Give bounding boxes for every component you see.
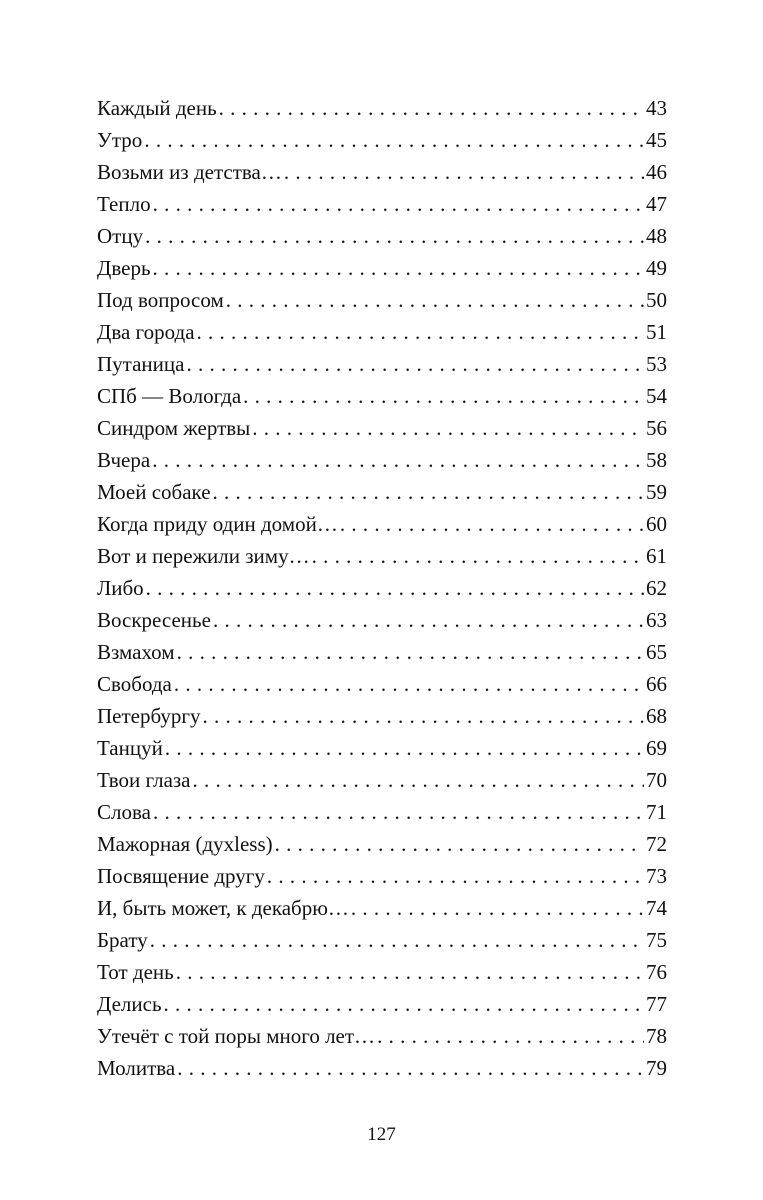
toc-entry bbox=[97, 252, 667, 284]
toc-entry-title: Два города bbox=[97, 320, 195, 344]
dot-leader bbox=[177, 636, 644, 668]
toc-entry-title: Брату bbox=[97, 928, 148, 952]
dot-leader bbox=[202, 700, 644, 732]
toc-entry-page: 59 bbox=[646, 480, 667, 504]
toc-entry bbox=[97, 572, 667, 604]
page-number: 127 bbox=[367, 1124, 396, 1145]
toc-entry-page: 71 bbox=[646, 800, 667, 824]
toc-entry-title: Возьми из детства… bbox=[97, 160, 282, 184]
toc-entry-title: Утро bbox=[97, 128, 143, 152]
dot-leader bbox=[153, 796, 644, 828]
toc-entry-page: 48 bbox=[646, 224, 667, 248]
toc-entry-page: 65 bbox=[646, 640, 667, 664]
toc-entry-page: 74 bbox=[646, 896, 667, 920]
toc-entry-page: 62 bbox=[646, 576, 667, 600]
dot-leader bbox=[146, 572, 644, 604]
toc-entry bbox=[97, 1052, 667, 1084]
toc-entry bbox=[97, 316, 667, 348]
dot-leader bbox=[186, 348, 644, 380]
toc-entry bbox=[97, 124, 667, 156]
toc-entry-title: Посвящение другу bbox=[97, 864, 265, 888]
toc-entry-page: 75 bbox=[646, 928, 667, 952]
dot-leader bbox=[176, 956, 644, 988]
toc-entry bbox=[97, 284, 667, 316]
toc-entry-page: 60 bbox=[646, 512, 667, 536]
dot-leader bbox=[174, 668, 644, 700]
toc-entry bbox=[97, 636, 667, 668]
toc-entry bbox=[97, 860, 667, 892]
toc-entry-title: Мажорная (духless) bbox=[97, 832, 273, 856]
toc-entry-page: 69 bbox=[646, 736, 667, 760]
toc-entry-page: 47 bbox=[646, 192, 667, 216]
toc-entry bbox=[97, 668, 667, 700]
toc-entry-title: Когда приду один домой… bbox=[97, 512, 338, 536]
dot-leader bbox=[144, 124, 644, 156]
toc-entry-title: Танцуй bbox=[97, 736, 163, 760]
toc-entry bbox=[97, 796, 667, 828]
dot-leader bbox=[267, 860, 644, 892]
toc-entry bbox=[97, 444, 667, 476]
toc-entry bbox=[97, 732, 667, 764]
dot-leader bbox=[275, 828, 644, 860]
toc-entry bbox=[97, 892, 667, 924]
toc-entry bbox=[97, 188, 667, 220]
toc-entry-title: Под вопросом bbox=[97, 288, 224, 312]
toc-entry-page: 72 bbox=[646, 832, 667, 856]
toc-entry-page: 49 bbox=[646, 256, 667, 280]
toc-entry bbox=[97, 988, 667, 1020]
toc-entry-title: Синдром жертвы bbox=[97, 416, 251, 440]
toc-entry-page: 56 bbox=[646, 416, 667, 440]
toc-entry-title: Моей собаке bbox=[97, 480, 211, 504]
toc-entry bbox=[97, 956, 667, 988]
toc-entry-title: Петербургу bbox=[97, 704, 201, 728]
dot-leader bbox=[284, 156, 644, 188]
toc-entry-page: 61 bbox=[646, 544, 667, 568]
toc-entry-page: 54 bbox=[646, 384, 667, 408]
dot-leader bbox=[150, 924, 644, 956]
toc-entry bbox=[97, 540, 667, 572]
toc-entry-title: Твои глаза bbox=[97, 768, 191, 792]
toc-entry-title: Слова bbox=[97, 800, 151, 824]
toc-entry-page: 58 bbox=[646, 448, 667, 472]
toc-entry-title: Вот и пережили зиму… bbox=[97, 544, 310, 568]
dot-leader bbox=[243, 380, 644, 412]
toc-entry-page: 76 bbox=[646, 960, 667, 984]
toc-entry bbox=[97, 220, 667, 252]
toc-entry-title: Тепло bbox=[97, 192, 151, 216]
dot-leader bbox=[145, 220, 644, 252]
toc-entry-title: И, быть может, к декабрю… bbox=[97, 896, 349, 920]
toc-entry bbox=[97, 348, 667, 380]
toc-entry-page: 73 bbox=[646, 864, 667, 888]
toc-entry-title: Дверь bbox=[97, 256, 151, 280]
dot-leader bbox=[197, 316, 644, 348]
toc-entry-page: 77 bbox=[646, 992, 667, 1016]
toc-entry-title: Каждый день bbox=[97, 96, 217, 120]
toc-entry-title: Либо bbox=[97, 576, 144, 600]
dot-leader bbox=[153, 188, 644, 220]
toc-entry-title: Делись bbox=[97, 992, 162, 1016]
dot-leader bbox=[164, 988, 644, 1020]
toc-entry bbox=[97, 92, 667, 124]
dot-leader bbox=[165, 732, 644, 764]
toc-entry bbox=[97, 380, 667, 412]
dot-leader bbox=[177, 1052, 644, 1084]
toc-entry bbox=[97, 764, 667, 796]
dot-leader bbox=[252, 412, 644, 444]
toc-entry-title: Взмахом bbox=[97, 640, 175, 664]
toc-entry bbox=[97, 156, 667, 188]
dot-leader bbox=[351, 892, 644, 924]
toc-entry-page: 68 bbox=[646, 704, 667, 728]
toc-entry-page: 79 bbox=[646, 1056, 667, 1080]
dot-leader bbox=[377, 1020, 644, 1052]
toc-entry bbox=[97, 508, 667, 540]
dot-leader bbox=[226, 284, 644, 316]
toc-entry bbox=[97, 412, 667, 444]
dot-leader bbox=[213, 476, 644, 508]
toc-entry-page: 45 bbox=[646, 128, 667, 152]
toc-entry-page: 70 bbox=[646, 768, 667, 792]
toc-entry-title: Путаница bbox=[97, 352, 185, 376]
toc-entry-title: Вчера bbox=[97, 448, 151, 472]
dot-leader bbox=[153, 252, 644, 284]
toc-entry-title: Свобода bbox=[97, 672, 172, 696]
table-of-contents bbox=[97, 92, 667, 1084]
toc-entry-title: Воскресенье bbox=[97, 608, 211, 632]
toc-entry-title: Утечёт с той поры много лет… bbox=[97, 1024, 376, 1048]
dot-leader bbox=[193, 764, 644, 796]
toc-entry-page: 53 bbox=[646, 352, 667, 376]
toc-entry-page: 66 bbox=[646, 672, 667, 696]
toc-entry bbox=[97, 604, 667, 636]
toc-entry-title: Тот день bbox=[97, 960, 174, 984]
toc-entry bbox=[97, 700, 667, 732]
toc-entry bbox=[97, 924, 667, 956]
toc-entry-page: 51 bbox=[646, 320, 667, 344]
toc-entry-title: Отцу bbox=[97, 224, 144, 248]
toc-entry-page: 46 bbox=[646, 160, 667, 184]
toc-entry-title: Молитва bbox=[97, 1056, 176, 1080]
toc-entry bbox=[97, 828, 667, 860]
toc-entry-page: 78 bbox=[646, 1024, 667, 1048]
toc-entry-page: 43 bbox=[646, 96, 667, 120]
dot-leader bbox=[340, 508, 644, 540]
toc-entry bbox=[97, 1020, 667, 1052]
toc-entry-page: 63 bbox=[646, 608, 667, 632]
dot-leader bbox=[312, 540, 644, 572]
dot-leader bbox=[152, 444, 644, 476]
toc-entry-title: СПб — Вологда bbox=[97, 384, 242, 408]
dot-leader bbox=[213, 604, 644, 636]
dot-leader bbox=[219, 92, 644, 124]
toc-entry bbox=[97, 476, 667, 508]
toc-entry-page: 50 bbox=[646, 288, 667, 312]
